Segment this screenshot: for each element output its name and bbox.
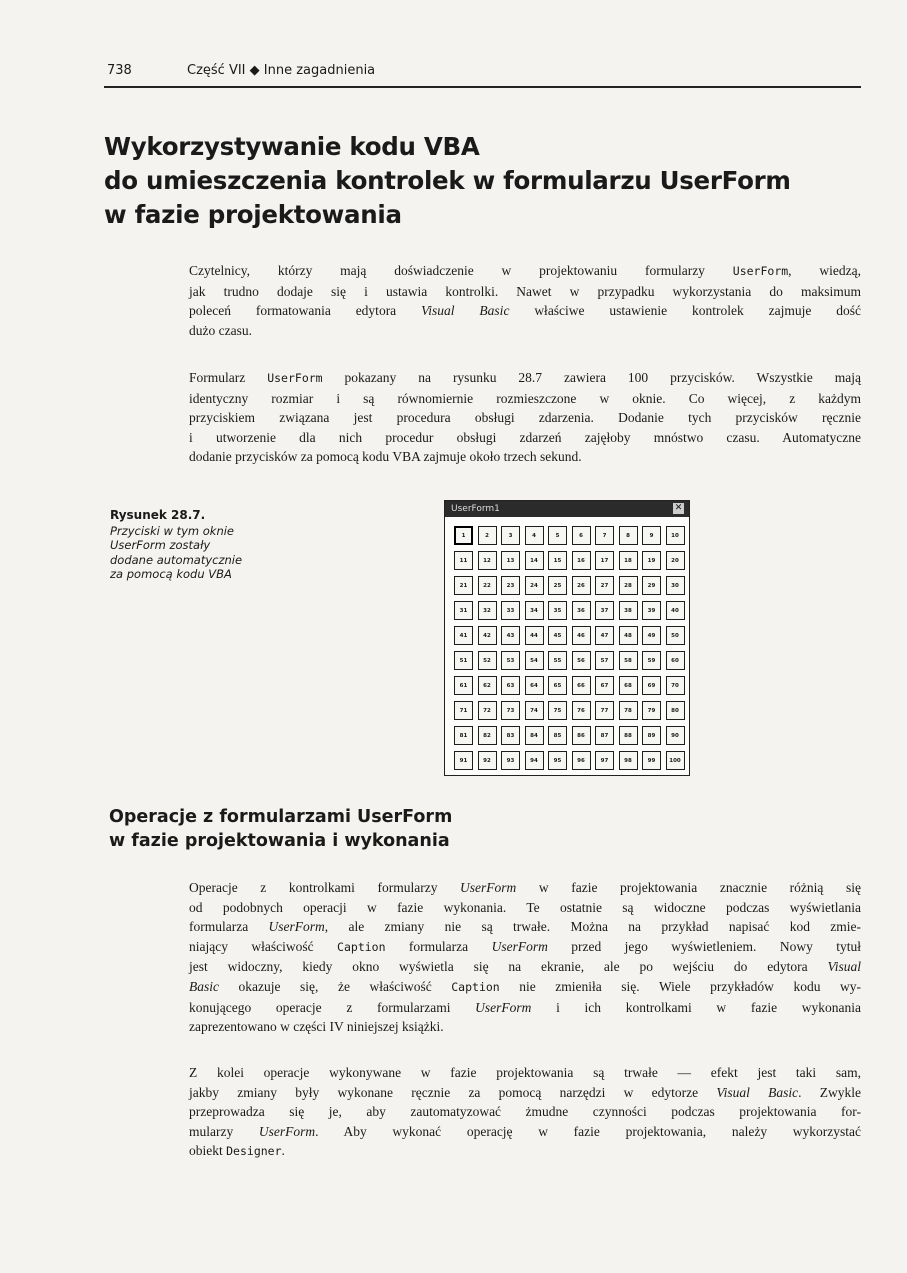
form-button[interactable]: 79 (642, 701, 661, 720)
window-title: UserForm1 (451, 504, 500, 514)
heading-line: w fazie projektowania i wykonania (109, 831, 450, 851)
form-button[interactable]: 28 (619, 576, 638, 595)
close-icon[interactable]: ✕ (674, 503, 683, 513)
form-button[interactable]: 64 (525, 676, 544, 695)
form-button[interactable]: 13 (501, 551, 520, 570)
form-button[interactable]: 55 (548, 651, 567, 670)
figure-caption (110, 508, 290, 582)
form-button[interactable]: 87 (595, 726, 614, 745)
form-button[interactable]: 17 (595, 551, 614, 570)
form-button[interactable]: 67 (595, 676, 614, 695)
form-button[interactable]: 35 (548, 601, 567, 620)
form-button[interactable]: 80 (666, 701, 685, 720)
form-button[interactable]: 37 (595, 601, 614, 620)
form-button[interactable]: 46 (572, 626, 591, 645)
subsection-heading (109, 805, 709, 853)
form-button[interactable]: 40 (666, 601, 685, 620)
running-header (104, 60, 861, 88)
form-button[interactable]: 19 (642, 551, 661, 570)
form-button[interactable]: 16 (572, 551, 591, 570)
text-line: jest widoczny, kiedy okno wyświetla się na ekranie, ale po wejściu do edytora Visual (189, 959, 861, 975)
form-button[interactable]: 97 (595, 751, 614, 770)
form-button[interactable]: 29 (642, 576, 661, 595)
heading-line: w fazie projektowania (104, 200, 402, 229)
form-button[interactable]: 48 (619, 626, 638, 645)
form-button[interactable]: 71 (454, 701, 473, 720)
form-button[interactable]: 8 (619, 526, 638, 545)
form-button[interactable]: 3 (501, 526, 520, 545)
form-button[interactable]: 52 (478, 651, 497, 670)
form-button[interactable]: 23 (501, 576, 520, 595)
form-button[interactable]: 75 (548, 701, 567, 720)
form-button[interactable]: 44 (525, 626, 544, 645)
form-button[interactable]: 92 (478, 751, 497, 770)
window-titlebar (445, 501, 689, 517)
form-button[interactable]: 30 (666, 576, 685, 595)
form-button[interactable]: 26 (572, 576, 591, 595)
userform-window (444, 500, 690, 776)
text-line: Z kolei operacje wykonywane w fazie projektowania są trwałe — efekt jest taki sam, (189, 1065, 861, 1080)
text-line: od podobnych operacji w fazie wykonania. Te ostatnie są widoczne podczas wyświetlania (189, 899, 861, 915)
form-button[interactable]: 58 (619, 651, 638, 670)
form-button[interactable]: 41 (454, 626, 473, 645)
form-button[interactable]: 43 (501, 626, 520, 645)
form-button[interactable]: 22 (478, 576, 497, 595)
form-button[interactable]: 94 (525, 751, 544, 770)
form-button[interactable]: 91 (454, 751, 473, 770)
button-grid (454, 526, 685, 770)
form-button[interactable]: 76 (572, 701, 591, 720)
paragraph-intro (189, 261, 861, 340)
paragraph-buttons (189, 368, 861, 467)
form-button[interactable]: 90 (666, 726, 685, 745)
form-button[interactable]: 32 (478, 601, 497, 620)
form-button[interactable]: 93 (501, 751, 520, 770)
text-line: dużo czasu. (189, 322, 252, 338)
form-button[interactable]: 49 (642, 626, 661, 645)
text-line: identyczny rozmiar i są równomiernie rozmieszczone w oknie. Co więcej, z każdym (189, 390, 861, 406)
section-title: Część VII ◆ Inne zagadnienia (187, 63, 376, 78)
form-button[interactable]: 5 (548, 526, 567, 545)
text-line: mularzy UserForm. Aby wykonać operację w fazie projektowania, należy wykorzystać (189, 1123, 861, 1139)
paragraph-operations (189, 878, 861, 1037)
text-line: zaprezentowano w części IV niniejszej książki. (189, 1019, 444, 1035)
text-line: przeprowadza się je, aby zautomatyzować żmudne czynności podczas projektowania for- (189, 1104, 861, 1120)
form-button[interactable]: 81 (454, 726, 473, 745)
form-button[interactable]: 54 (525, 651, 544, 670)
form-button[interactable]: 56 (572, 651, 591, 670)
form-button[interactable]: 53 (501, 651, 520, 670)
form-button[interactable]: 61 (454, 676, 473, 695)
text-line: dodanie przycisków za pomocą kodu VBA zajmuje około trzech sekund. (189, 449, 582, 465)
form-button[interactable]: 31 (454, 601, 473, 620)
text-line: formularza UserForm, ale zmiany nie są trwałe. Można na przykład napisać kod zmie- (189, 919, 862, 935)
heading-line: do umieszczenia kontrolek w formularzu UserForm (104, 166, 791, 195)
form-button[interactable]: 27 (595, 576, 614, 595)
form-button[interactable]: 73 (501, 701, 520, 720)
paragraph-designer (189, 1063, 861, 1162)
form-button[interactable]: 72 (478, 701, 497, 720)
form-button[interactable]: 42 (478, 626, 497, 645)
figure-description: Przyciski w tym oknie UserForm zostały dodane automatycznie za pomocą kodu VBA (110, 523, 243, 581)
form-button[interactable]: 9 (642, 526, 661, 545)
form-button[interactable]: 70 (666, 676, 685, 695)
form-button[interactable]: 47 (595, 626, 614, 645)
form-button[interactable]: 63 (501, 676, 520, 695)
form-button[interactable]: 85 (548, 726, 567, 745)
section-heading (104, 130, 864, 232)
form-button[interactable]: 83 (501, 726, 520, 745)
form-button[interactable]: 33 (501, 601, 520, 620)
figure-label: Rysunek 28.7. (110, 508, 206, 522)
form-button[interactable]: 45 (548, 626, 567, 645)
text-line: konującego operacje z formularzami UserForm i ich kontrolkami w fazie wykonania (189, 999, 861, 1015)
form-button[interactable]: 60 (666, 651, 685, 670)
form-button[interactable]: 68 (619, 676, 638, 695)
form-button[interactable]: 24 (525, 576, 544, 595)
heading-line: Wykorzystywanie kodu VBA (104, 132, 480, 161)
form-button[interactable]: 96 (572, 751, 591, 770)
form-button[interactable]: 34 (525, 601, 544, 620)
form-button[interactable]: 14 (525, 551, 544, 570)
form-button[interactable]: 18 (619, 551, 638, 570)
form-button[interactable]: 99 (642, 751, 661, 770)
form-button[interactable]: 7 (595, 526, 614, 545)
form-button[interactable]: 21 (454, 576, 473, 595)
form-button[interactable]: 57 (595, 651, 614, 670)
page-number: 738 (107, 63, 132, 78)
text-line: obiekt Designer. (189, 1143, 285, 1159)
form-button[interactable]: 39 (642, 601, 661, 620)
form-button[interactable]: 20 (666, 551, 685, 570)
form-button[interactable]: 86 (572, 726, 591, 745)
text-line: jakby zmiany były wykonane ręcznie za pomocą narzędzi w edytorze Visual Basic. Zwykle (189, 1084, 861, 1100)
text-line: Czytelnicy, którzy mają doświadczenie w projektowaniu formularzy UserForm, wiedzą, (189, 263, 861, 278)
form-button[interactable]: 6 (572, 526, 591, 545)
form-button[interactable]: 10 (666, 526, 685, 545)
form-button[interactable]: 11 (454, 551, 473, 570)
text-line: niający właściwość Caption formularza UserForm przed jego wyświetleniem. Nowy tytuł (189, 938, 861, 954)
form-button[interactable]: 51 (454, 651, 473, 670)
form-button[interactable]: 100 (666, 751, 685, 770)
form-button[interactable]: 88 (619, 726, 638, 745)
form-button[interactable]: 15 (548, 551, 567, 570)
text-line: i utworzenie dla nich procedur obsługi zdarzeń zajęłoby mnóstwo czasu. Automatyczne (189, 429, 861, 445)
form-button[interactable]: 82 (478, 726, 497, 745)
text-line: przyciskiem związana jest procedura obsługi zdarzenia. Dodanie tych przycisków ręcznie (189, 410, 861, 426)
form-button[interactable]: 95 (548, 751, 567, 770)
text-line: poleceń formatowania edytora Visual Basic właściwe ustawienie kontrolek zajmuje dość (189, 303, 861, 319)
form-button[interactable]: 77 (595, 701, 614, 720)
heading-line: Operacje z formularzami UserForm (109, 807, 453, 827)
form-button[interactable]: 12 (478, 551, 497, 570)
text-line: Formularz UserForm pokazany na rysunku 28.7 zawiera 100 przycisków. Wszystkie mają (189, 370, 861, 385)
text-line: Operacje z kontrolkami formularzy UserForm w fazie projektowania znacznie różnią się (189, 880, 861, 895)
form-button[interactable]: 59 (642, 651, 661, 670)
form-button[interactable]: 66 (572, 676, 591, 695)
form-button[interactable]: 50 (666, 626, 685, 645)
form-button[interactable]: 4 (525, 526, 544, 545)
form-button[interactable]: 25 (548, 576, 567, 595)
form-button[interactable]: 65 (548, 676, 567, 695)
form-button[interactable]: 74 (525, 701, 544, 720)
form-button[interactable]: 1 (454, 526, 473, 545)
text-line: jak trudno dodaje się i ustawia kontrolki. Nawet w przypadku wykorzystania do maksimum (189, 283, 861, 299)
form-button[interactable]: 38 (619, 601, 638, 620)
form-button[interactable]: 78 (619, 701, 638, 720)
form-button[interactable]: 2 (478, 526, 497, 545)
form-button[interactable]: 84 (525, 726, 544, 745)
form-button[interactable]: 62 (478, 676, 497, 695)
form-button[interactable]: 69 (642, 676, 661, 695)
text-line: Basic okazuje się, że właściwość Caption nie zmieniła się. Wiele przykładów kodu wy- (189, 978, 861, 994)
form-button[interactable]: 36 (572, 601, 591, 620)
form-button[interactable]: 89 (642, 726, 661, 745)
form-button[interactable]: 98 (619, 751, 638, 770)
